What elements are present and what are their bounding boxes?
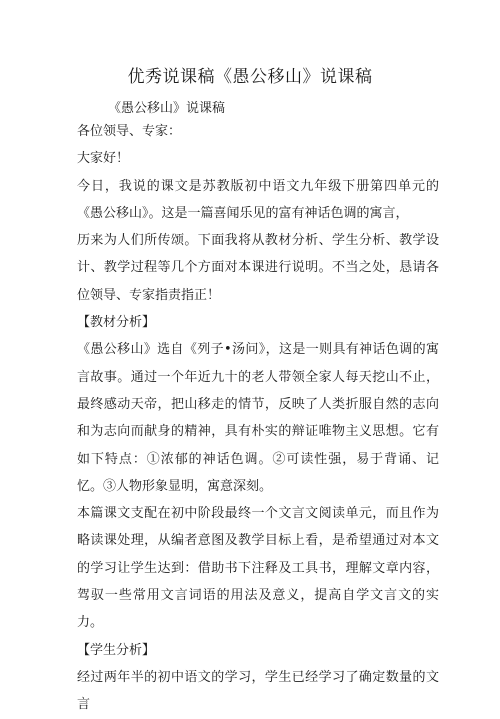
- paragraph-textbook-analysis: 《愚公移山》选自《列子•汤问》，这是一则具有神话色调的寓言故事。通过一个年近九十的老人带领全家人每天挖山不止，最终感动天帝，把山移走的情节，反映了人类折服自然的志向和为志向而献身的精神，具有朴实的辩证唯物主义思想。它有如下特点：①浓郁的神话色调。②可读性强，易于背诵、记忆。③人物形象显明，寓意深刻。: [77, 342, 439, 494]
- document-title: 优秀说课稿《愚公移山》说课稿: [127, 67, 373, 87]
- document-subtitle: 《愚公移山》说课稿: [108, 101, 226, 116]
- document-body: [77, 118, 439, 719]
- section-heading-student-analysis: 【学生分析】: [77, 642, 156, 658]
- paragraph-greeting-all: 大家好！: [77, 151, 130, 167]
- paragraph-greeting-leaders: 各位领导、专家：: [77, 124, 182, 139]
- paragraph-teaching-goals: 本篇课文支配在初中阶段最终一个文言文阅读单元，而且作为略读课处理，从编者意图及教学目标上看，是希望通过对本文的学习让学生达到：借助书下注释及工具书，理解文章内容，驾驭一些常用文言词语的用法及意义，提高自学文言文的实力。: [77, 506, 439, 631]
- paragraph-intro: 今日，我说的课文是苏教版初中语文九年级下册第四单元的《愚公移山》。这是一篇喜闻乐见的富有神话色调的寓言，: [77, 178, 439, 221]
- paragraph-outline: 历来为人们所传颂。下面我将从教材分析、学生分析、教学设计、教学过程等几个方面对本课进行说明。不当之处，恳请各位领导、专家指责指正！: [77, 233, 439, 303]
- section-heading-textbook-analysis: 【教材分析】: [77, 315, 156, 331]
- paragraph-student-analysis: 经过两年半的初中语文的学习，学生已经学习了确定数量的文言: [77, 669, 439, 713]
